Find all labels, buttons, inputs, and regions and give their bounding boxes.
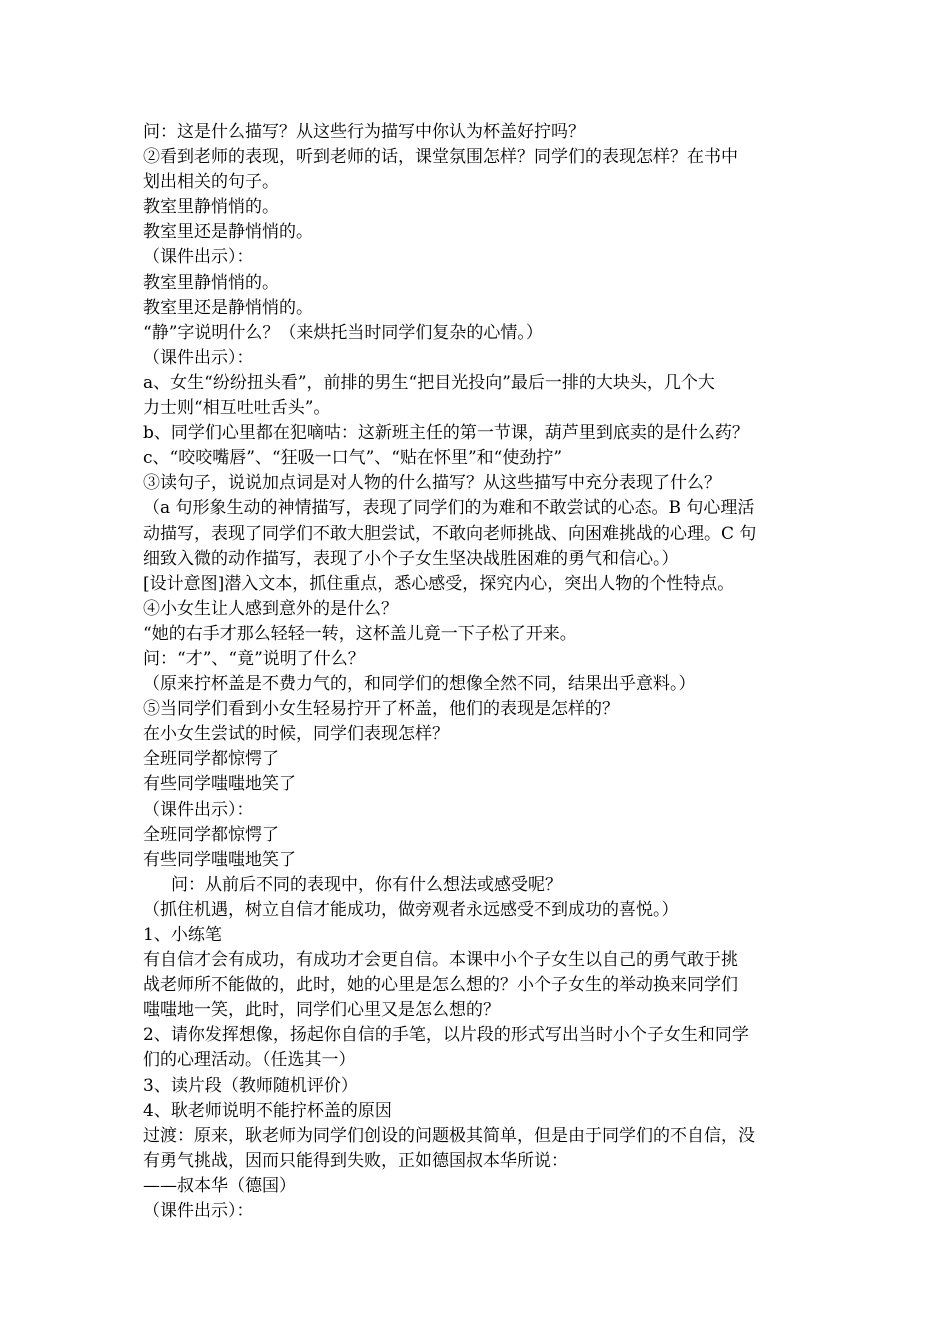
document-body (143, 120, 811, 1224)
text-line: （a 句形象生动的神情描写，表现了同学们的为难和不敢尝试的心态。B 句心理活 (143, 498, 755, 519)
text-line: 有些同学嗤嗤地笑了 (143, 774, 296, 795)
text-line: 有自信才会有成功，有成功才会更自信。本课中小个子女生以自己的勇气敢于挑 (143, 950, 738, 971)
text-line: （课件出示）： (143, 799, 254, 820)
text-line: 细致入微的动作描写，表现了小个子女生坚决战胜困难的勇气和信心。） (143, 548, 679, 569)
text-line: ④小女生让人感到意外的是什么？ (143, 598, 398, 619)
text-line: （课件出示）： (143, 1201, 254, 1222)
text-line: 问：从前后不同的表现中，你有什么想法或感受呢？ (171, 874, 562, 895)
text-line: 们的心理活动。（任选其一） (143, 1050, 356, 1071)
text-line: 力士则“相互吐吐舌头”。 (143, 398, 331, 419)
text-line: 教室里还是静悄悄的。 (143, 222, 313, 243)
text-line: ③读句子，说说加点词是对人物的什么描写？从这些描写中充分表现了什么？ (143, 473, 721, 494)
text-line: 3、读片段（教师随机评价） (143, 1075, 358, 1096)
text-line: 划出相关的句子。 (143, 172, 279, 193)
text-line: 问：这是什么描写？从这些行为描写中你认为杯盖好拧吗？ (143, 122, 585, 142)
text-line: ——叔本华（德国） (143, 1175, 296, 1196)
text-line: 有勇气挑战，因而只能得到失败，正如德国叔本华所说： (143, 1150, 568, 1171)
text-line: [设计意图]潜入文本，抓住重点，悉心感受，探究内心，突出人物的个性特点。 (143, 573, 735, 594)
text-line: 全班同学都惊愕了 (143, 749, 279, 770)
text-line: （原来拧杯盖是不费力气的，和同学们的想像全然不同，结果出乎意料。） (143, 674, 696, 695)
text-line: 动描写，表现了同学们不敢大胆尝试，不敢向老师挑战、向困难挑战的心理。C 句 (143, 523, 757, 544)
text-line: （抓住机遇，树立自信才能成功，做旁观者永远感受不到成功的喜悦。） (143, 899, 679, 920)
text-line: 2、请你发挥想像，扬起你自信的手笔，以片段的形式写出当时小个子女生和同学 (143, 1025, 749, 1046)
text-line: a、女生“纷纷扭头看”，前排的男生“把目光投向”最后一排的大块头，几个大 (143, 372, 715, 393)
text-line: 问：“才”、“竟”说明了什么？ (143, 648, 365, 669)
text-line: 教室里静悄悄的。 (143, 272, 279, 293)
text-line: 嗤嗤地一笑，此时，同学们心里又是怎么想的？ (143, 1000, 500, 1021)
text-line: 1、小练笔 (143, 925, 222, 945)
text-line: 4、耿老师说明不能拧杯盖的原因 (143, 1100, 392, 1121)
text-line: “静”字说明什么？（来烘托当时同学们复杂的心情。） (143, 322, 543, 343)
text-line: 在小女生尝试的时候，同学们表现怎样？ (143, 724, 449, 745)
text-line: b、同学们心里都在犯嘀咕：这新班主任的第一节课，葫芦里到底卖的是什么药？ (143, 423, 749, 444)
text-line: 教室里还是静悄悄的。 (143, 297, 313, 318)
text-line: 有些同学嗤嗤地笑了 (143, 849, 296, 870)
text-line: （课件出示）： (143, 347, 254, 368)
text-line: 全班同学都惊愕了 (143, 824, 279, 845)
text-line: c、“咬咬嘴唇”、“狂吸一口气”、“贴在怀里”和“使劲拧” (143, 448, 563, 469)
text-line: （课件出示）： (143, 247, 254, 268)
text-line: “她的右手才那么轻轻一转，这杯盖儿竟一下子松了开来。 (143, 623, 577, 644)
text-line: ⑤当同学们看到小女生轻易拧开了杯盖，他们的表现是怎样的？ (143, 699, 619, 720)
text-line: ②看到老师的表现，听到老师的话，课堂氛围怎样？同学们的表现怎样？在书中 (143, 147, 738, 168)
text-line: 战老师所不能做的，此时，她的心里是怎么想的？小个子女生的举动换来同学们 (143, 975, 738, 996)
text-line: 过渡：原来，耿老师为同学们创设的问题极其简单，但是由于同学们的不自信，没 (143, 1125, 755, 1146)
text-line: 教室里静悄悄的。 (143, 197, 279, 218)
